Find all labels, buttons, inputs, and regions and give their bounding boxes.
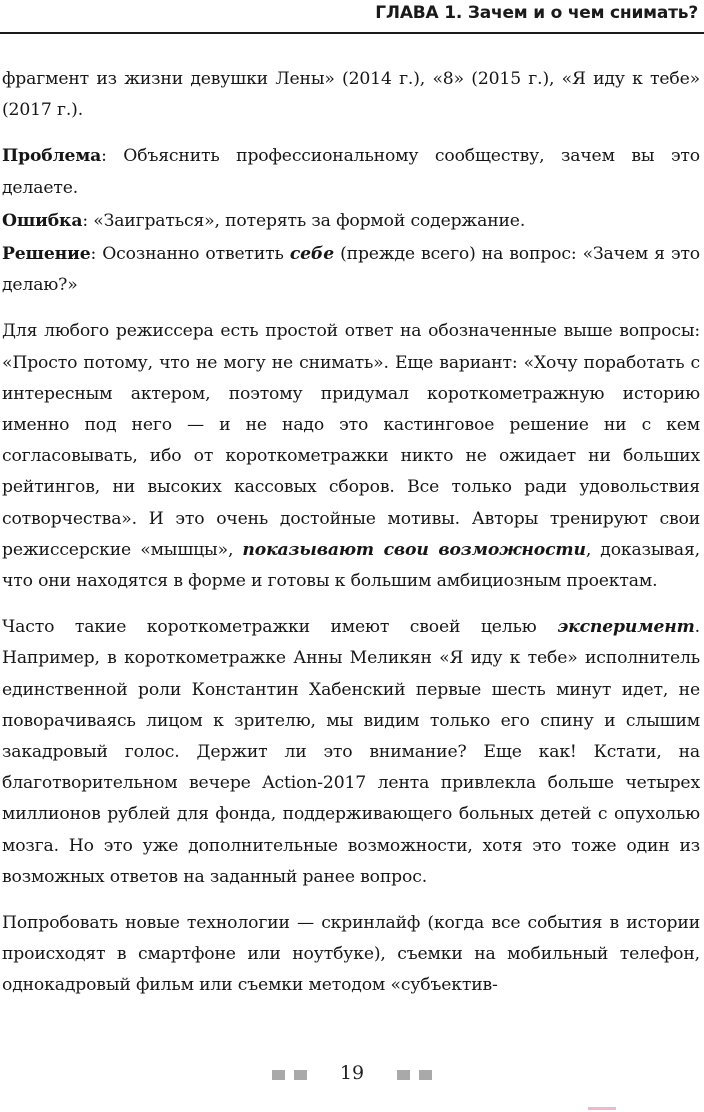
paragraph-director-answer: Для любого режиссера есть простой ответ на обозначенные выше вопросы: «Просто потому, что не могу не снимать». Еще вариант: «Хочу поработать с интересным актером, поэтому придумал короткометражную историю именно под него — и не надо это кастинговое решение ни с кем согласовывать, ибо от короткометражки никто не ожидает ни больших рейтингов, ни высоких кассовых сборов. Все только ради удовольствия сотворчества». И это очень достойные мотивы. Авторы тренируют свои режиссерские «мышцы», показывают свои возможности, доказывая, что они находятся в форме и готовы к большим амбициозным проектам. [2,321,700,592]
page-footer [0,1062,704,1092]
edge-mark-decor [588,1107,616,1110]
error-text: : «Заиграться», потерять за формой содержание. [82,210,526,231]
paragraph-problem [2,141,700,203]
capabilities-emphasis: показывают свои возможности [242,539,586,560]
footer-square-decor [294,1070,307,1080]
experiment-emphasis: эксперимент [557,617,695,638]
paragraph-error [2,206,700,237]
problem-label: Проблема [2,146,102,167]
footer-square-decor [397,1070,410,1080]
solution-label: Решение [2,244,91,265]
paragraph-technologies: Попробовать новые технологии — скринлайф (когда все события в истории происходят в смартфоне или ноутбуке), съемки на мобильный телефон, однокадровый фильм или съемки методом «субъектив- [2,913,700,996]
running-header [0,0,704,36]
paragraph-solution: Решение: Осознанно ответить себе (прежде всего) на вопрос: «Зачем я это делаю?» [2,244,700,296]
chapter-title: ГЛАВА 1. Зачем и о чем снимать? [375,3,698,23]
paragraph-continuation: фрагмент из жизни девушки Лены» (2014 г.), «8» (2015 г.), «Я иду к тебе» (2017 г.). [2,69,700,121]
error-label: Ошибка [2,210,83,231]
page-number: 19 [339,1062,365,1084]
footer-square-decor [272,1070,285,1080]
problem-text: : Объяснить профессиональному сообществу, зачем вы это делаете. [2,146,700,198]
solution-emphasis: себе [289,244,334,265]
paragraph-experiment: Часто такие короткометражки имеют своей целью эксперимент. Например, в короткометражке Анны Меликян «Я иду к тебе» исполнитель единственной роли Константин Хабенский первые шесть минут идет, не поворачиваясь лицом к зрителю, мы видим только его спину и слышим закадровый голос. Держит ли это внимание? Еще как! Кстати, на благотворительном вечере Action-2017 лента привлекла больше четырех миллионов рублей для фонда, поддерживающего больных детей с опухолью мозга. Но это уже дополнительные возможности, хотя это тоже один из возможных ответов на заданный ранее вопрос. [2,617,700,887]
footer-square-decor [419,1070,432,1080]
header-rule [0,32,704,34]
body-text [2,64,700,1002]
